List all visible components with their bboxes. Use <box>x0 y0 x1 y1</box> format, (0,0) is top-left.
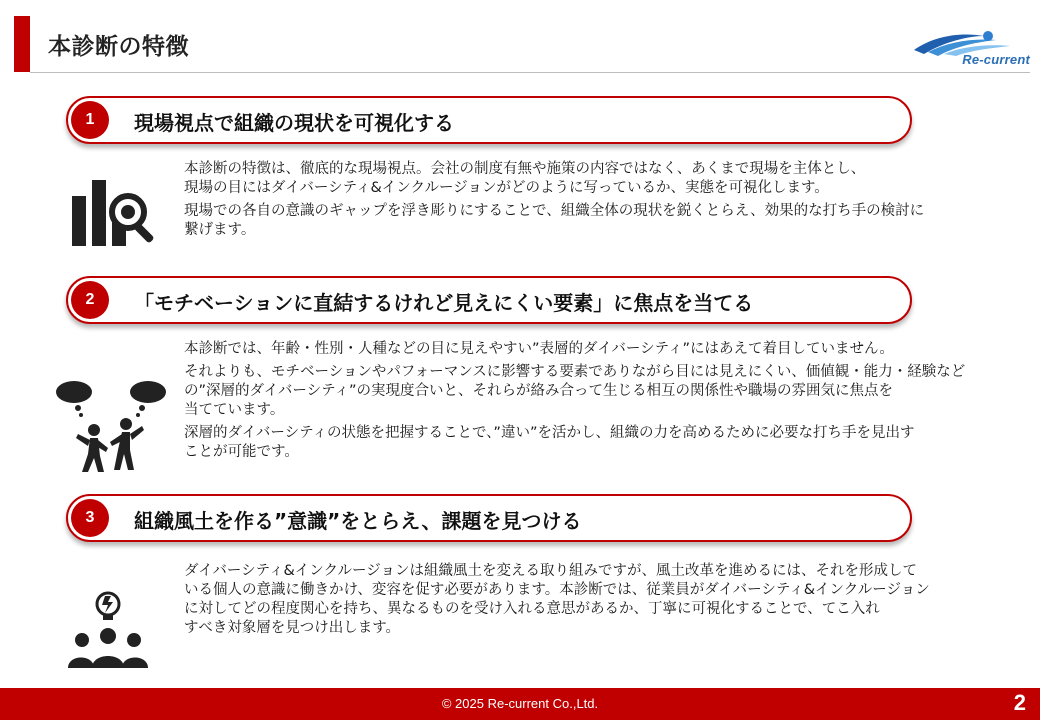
section-2-paragraph-3: 深層的ダイバーシティの状態を把握することで、”違い”を活かし、組織の力を高めるために必要な打ち手を見出す ことが可能です。 <box>184 425 915 460</box>
section-3-number-badge: 3 <box>71 499 109 537</box>
title-accent-bar <box>14 16 30 72</box>
analytics-magnifier-icon <box>70 176 156 252</box>
logo-wordmark: Re-current <box>962 52 1030 67</box>
company-logo <box>910 30 1032 70</box>
page-number: 2 <box>1013 690 1026 715</box>
team-idea-icon <box>68 590 148 674</box>
section-1-paragraph-1: 本診断の特徴は、徹底的な現場視点。会社の制度有無や施策の内容ではなく、あくまで現場を主体とし、 現場の目にはダイバーシティ&インクルージョンがどのように写っているか、実態を可視化します。 <box>184 161 866 196</box>
section-1-paragraph-2: 現場での各自の意識のギャップを浮き彫りにすることで、組織全体の現状を鋭くとらえ、効果的な打ち手の検討に 繋げます。 <box>184 203 925 238</box>
section-1-title: 現場視点で組織の現状を可視化する <box>134 111 454 135</box>
section-2-paragraph-2: それよりも、モチベーションやパフォーマンスに影響する要素でありながら目には見えにくい、価値観・能力・経験など の”深層的ダイバーシティ”の実現度合いと、それらが絡み合って生じる相互の関係性や職場の雰囲気に焦点を 当てています。 <box>184 364 966 418</box>
people-thinking-icon <box>52 378 170 480</box>
section-2-heading <box>66 276 912 324</box>
section-3-title: 組織風土を作る”意識”をとらえ、課題を見つける <box>134 509 582 533</box>
section-3-body <box>184 562 1004 642</box>
header-divider <box>30 72 1030 73</box>
section-2-title: 「モチベーションに直結するけれど見えにくい要素」に焦点を当てる <box>134 291 754 315</box>
section-2-paragraph-1: 本診断では、年齢・性別・人種などの目に見えやすい”表層的ダイバーシティ”にはあえて着目していません。 <box>184 341 894 357</box>
copyright-text: © 2025 Re-current Co.,Ltd. <box>441 696 599 711</box>
section-1-number-badge: 1 <box>71 101 109 139</box>
section-1-heading <box>66 96 912 144</box>
page-title: 本診断の特徴 <box>48 34 189 60</box>
section-2-body <box>184 340 1004 466</box>
section-2-number-badge: 2 <box>71 281 109 319</box>
section-3-paragraph-1: ダイバーシティ&インクルージョンは組織風土を変える取り組みですが、風土改革を進めるには、それを形成して いる個人の意識に働きかけ、変容を促す必要があります。本診断では、従業員がダイバーシティ&インクルージョン に対してどの程度関心を持ち、異なるものを受け入れる意思があるか、丁寧に可視化することで、てこ入れ すべき対象層を見つけ出します。 <box>184 563 930 636</box>
section-1-body <box>184 160 1004 244</box>
section-3-heading <box>66 494 912 542</box>
footer-bar <box>0 688 1040 720</box>
